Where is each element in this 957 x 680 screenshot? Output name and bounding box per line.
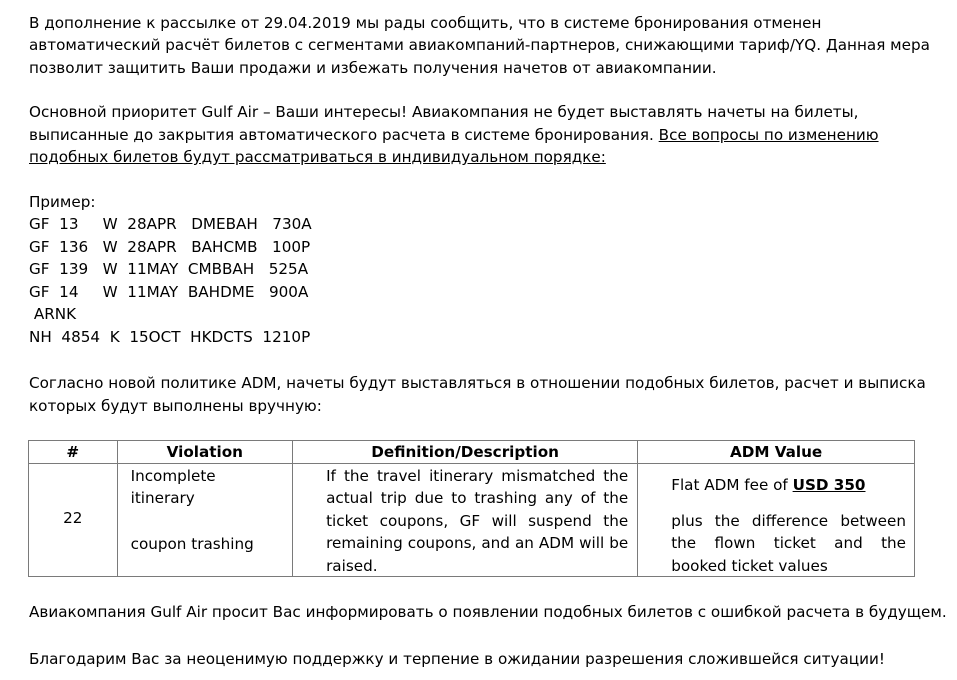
adm-fee-details: plus the difference between the flown ticket and the booked ticket values	[671, 512, 906, 575]
violation-title-line-2: itinerary	[130, 489, 195, 508]
itinerary-line: NH 4854 K 15OCT HKDCTS 1210P	[29, 328, 311, 346]
intro-line-3: позволит защитить Ваши продажи и избежать получения начетов от авиакомпании.	[29, 59, 717, 77]
intro-line-2: автоматический расчёт билетов с сегментами авиакомпаний-партнеров, снижающими тариф/YQ. Данная мера	[29, 36, 930, 54]
priority-line-3: подобных билетов будут рассматриваться в индивидуальном порядке:	[29, 148, 606, 166]
header-number: #	[29, 441, 118, 464]
itinerary-line: GF 139 W 11MAY CMBBAH 525A	[29, 260, 309, 278]
definition-text: If the travel itinerary mismatched the actual trip due to trashing any of the ticket coupons, GF will suspend the remaining coupons, and an ADM will be raised.	[326, 467, 629, 575]
violation-subtitle: coupon trashing	[130, 535, 254, 553]
priority-underlined-text: Все вопросы по изменению	[658, 126, 879, 144]
policy-line-2: которых будут выполнены вручную:	[29, 397, 322, 415]
adm-fee-line	[671, 476, 865, 494]
request-text: Авиакомпания Gulf Air просит Вас информировать о появлении подобных билетов с ошибкой расчета в будущем.	[29, 603, 947, 621]
itinerary-line: GF 13 W 28APR DMEBAH 730A	[29, 215, 312, 233]
table-header-row	[29, 441, 915, 464]
violation-number: 22	[63, 509, 83, 527]
header-definition: Definition/Description	[293, 441, 638, 464]
table-row	[29, 464, 915, 577]
thanks-text: Благодарим Вас за неоценимую поддержку и терпение в ожидании разрешения сложившейся ситуации!	[29, 650, 885, 668]
cell-violation	[117, 464, 292, 577]
policy-line-1: Согласно новой политике ADM, начеты будут выставляться в отношении подобных билетов, расчет и выписка	[29, 374, 926, 392]
example-label: Пример:	[29, 193, 96, 211]
violation-title	[131, 465, 216, 510]
intro-line-1: В дополнение к рассылке от 29.04.2019 мы рады сообщить, что в системе бронирования отменен	[29, 14, 822, 32]
cell-adm-value	[638, 464, 915, 577]
header-violation: Violation	[117, 441, 292, 464]
priority-line-1: Основной приоритет Gulf Air – Ваши интересы! Авиакомпания не будет выставлять начеты на билеты,	[29, 103, 859, 121]
violation-title-line-1: Incomplete	[130, 467, 216, 485]
priority-line-2	[29, 124, 879, 146]
adm-fee-amount: USD 350	[792, 476, 866, 494]
itinerary-line: GF 14 W 11MAY BAHDME 900A	[29, 283, 309, 301]
priority-line-2-text: выписанные до закрытия автоматического расчета в системе бронирования.	[29, 126, 659, 144]
cell-number	[29, 464, 118, 577]
itinerary-line: ARNK	[29, 305, 77, 323]
cell-definition	[293, 464, 638, 577]
adm-fee-prefix: Flat ADM fee of	[671, 476, 793, 494]
header-adm-value: ADM Value	[638, 441, 915, 464]
itinerary-line: GF 136 W 28APR BAHCMB 100P	[29, 238, 311, 256]
adm-table	[28, 440, 915, 577]
